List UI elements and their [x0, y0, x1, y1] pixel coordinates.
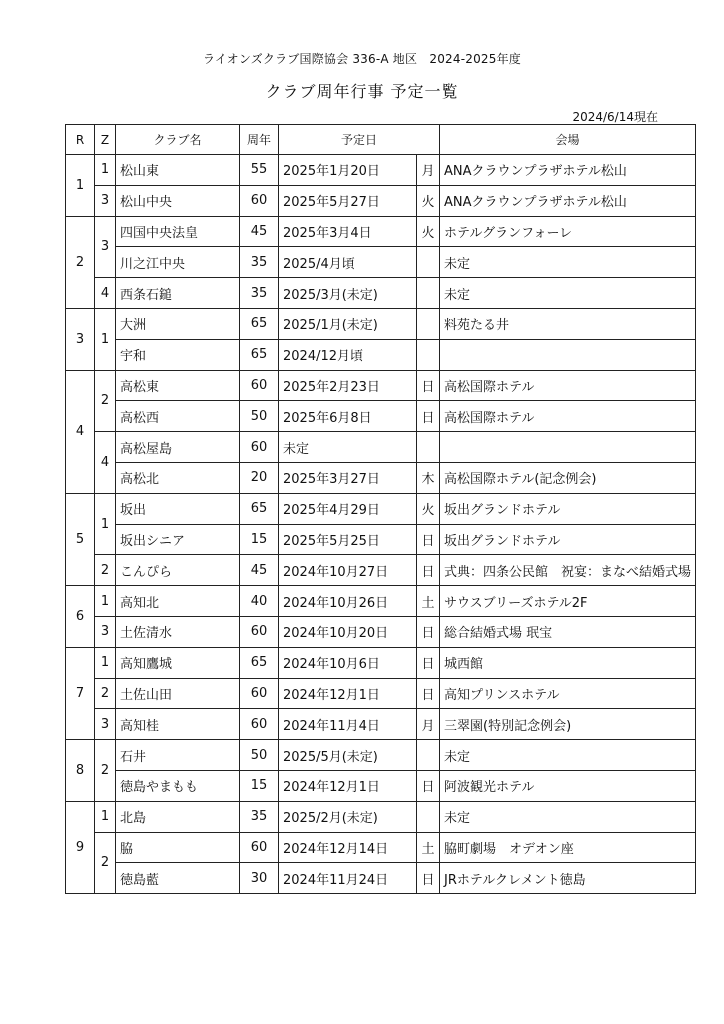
- date-cell: 2024年10月6日: [279, 647, 417, 678]
- venue-cell: サウスブリーズホテル2F: [440, 586, 696, 617]
- venue-cell: 料苑たる井: [440, 308, 696, 339]
- zone-cell: 3: [95, 616, 116, 647]
- anniversary-cell: 45: [240, 216, 279, 247]
- column-header-venue: 会場: [440, 125, 696, 155]
- weekday-cell: [417, 740, 440, 771]
- weekday-cell: [417, 801, 440, 832]
- venue-cell: 高松国際ホテル: [440, 401, 696, 432]
- table-body: [66, 155, 696, 894]
- anniversary-cell: 55: [240, 155, 279, 186]
- club-name-cell: 坂出シニア: [116, 524, 240, 555]
- anniversary-cell: 40: [240, 586, 279, 617]
- weekday-cell: 木: [417, 462, 440, 493]
- anniversary-cell: 60: [240, 678, 279, 709]
- table-row: [66, 678, 696, 709]
- weekday-cell: 日: [417, 770, 440, 801]
- table-row: [66, 462, 696, 493]
- anniversary-cell: 50: [240, 740, 279, 771]
- venue-cell: 未定: [440, 247, 696, 278]
- anniversary-cell: 65: [240, 339, 279, 370]
- venue-cell: 城西館: [440, 647, 696, 678]
- column-header-anniversary: 周年: [240, 125, 279, 155]
- table-row: [66, 247, 696, 278]
- venue-cell: 未定: [440, 801, 696, 832]
- date-cell: 2025年4月29日: [279, 493, 417, 524]
- date-cell: 2024年10月26日: [279, 586, 417, 617]
- club-name-cell: 土佐山田: [116, 678, 240, 709]
- column-header-club: クラブ名: [116, 125, 240, 155]
- venue-cell: 阿波観光ホテル: [440, 770, 696, 801]
- weekday-cell: [417, 308, 440, 339]
- region-cell: 8: [66, 740, 95, 802]
- date-cell: 2025/2月(未定): [279, 801, 417, 832]
- weekday-cell: 日: [417, 863, 440, 894]
- weekday-cell: 月: [417, 709, 440, 740]
- venue-cell: JRホテルクレメント徳島: [440, 863, 696, 894]
- weekday-cell: 土: [417, 832, 440, 863]
- zone-cell: 2: [95, 678, 116, 709]
- zone-cell: 1: [95, 493, 116, 555]
- club-name-cell: 徳島やまもも: [116, 770, 240, 801]
- anniversary-cell: 35: [240, 278, 279, 309]
- club-name-cell: 石井: [116, 740, 240, 771]
- date-cell: 2024年12月14日: [279, 832, 417, 863]
- weekday-cell: 日: [417, 647, 440, 678]
- zone-cell: 1: [95, 647, 116, 678]
- weekday-cell: 日: [417, 370, 440, 401]
- zone-cell: 1: [95, 801, 116, 832]
- table-row: [66, 555, 696, 586]
- table-row: [66, 185, 696, 216]
- anniversary-cell: 35: [240, 801, 279, 832]
- club-name-cell: 脇: [116, 832, 240, 863]
- venue-cell: 三翠園(特別記念例会): [440, 709, 696, 740]
- anniversary-cell: 15: [240, 770, 279, 801]
- region-cell: 2: [66, 216, 95, 308]
- zone-cell: 2: [95, 370, 116, 432]
- anniversary-cell: 65: [240, 647, 279, 678]
- club-name-cell: 北島: [116, 801, 240, 832]
- club-name-cell: 川之江中央: [116, 247, 240, 278]
- venue-cell: ANAクラウンプラザホテル松山: [440, 155, 696, 186]
- anniversary-cell: 20: [240, 462, 279, 493]
- zone-cell: 2: [95, 740, 116, 802]
- date-cell: 2024/12月頃: [279, 339, 417, 370]
- zone-cell: 4: [95, 432, 116, 494]
- date-cell: 2025年5月27日: [279, 185, 417, 216]
- date-cell: 2025/3月(未定): [279, 278, 417, 309]
- region-cell: 7: [66, 647, 95, 739]
- table-row: [66, 801, 696, 832]
- weekday-cell: 土: [417, 586, 440, 617]
- region-cell: 1: [66, 155, 95, 217]
- club-name-cell: 高知北: [116, 586, 240, 617]
- date-cell: 2025/5月(未定): [279, 740, 417, 771]
- date-cell: 2025/1月(未定): [279, 308, 417, 339]
- anniversary-cell: 50: [240, 401, 279, 432]
- date-cell: 2024年10月20日: [279, 616, 417, 647]
- table-row: [66, 216, 696, 247]
- venue-cell: 高松国際ホテル(記念例会): [440, 462, 696, 493]
- anniversary-cell: 60: [240, 432, 279, 463]
- anniversary-cell: 60: [240, 616, 279, 647]
- date-cell: 2025年6月8日: [279, 401, 417, 432]
- as-of-date: 2024/6/14現在: [572, 110, 658, 124]
- venue-cell: 式典：四条公民館 祝宴：まなべ結婚式場: [440, 555, 696, 586]
- date-cell: 2024年10月27日: [279, 555, 417, 586]
- club-name-cell: 坂出: [116, 493, 240, 524]
- weekday-cell: 火: [417, 493, 440, 524]
- table-header-row: [66, 125, 696, 155]
- venue-cell: 未定: [440, 278, 696, 309]
- weekday-cell: 火: [417, 185, 440, 216]
- anniversary-cell: 65: [240, 493, 279, 524]
- club-name-cell: 高松屋島: [116, 432, 240, 463]
- date-cell: 2024年12月1日: [279, 678, 417, 709]
- anniversary-cell: 15: [240, 524, 279, 555]
- date-cell: 2025年3月4日: [279, 216, 417, 247]
- anniversary-cell: 30: [240, 863, 279, 894]
- zone-cell: 3: [95, 709, 116, 740]
- date-cell: 2025年5月25日: [279, 524, 417, 555]
- org-line: ライオンズクラブ国際協会 336-A 地区 2024-2025年度: [202, 52, 521, 66]
- date-cell: 2025年3月27日: [279, 462, 417, 493]
- venue-cell: 坂出グランドホテル: [440, 524, 696, 555]
- zone-cell: 1: [95, 308, 116, 370]
- weekday-cell: [417, 432, 440, 463]
- club-name-cell: 土佐清水: [116, 616, 240, 647]
- zone-cell: 3: [95, 185, 116, 216]
- weekday-cell: 日: [417, 678, 440, 709]
- column-header-z: Z: [95, 125, 116, 155]
- venue-cell: 脇町劇場 オデオン座: [440, 832, 696, 863]
- date-cell: 未定: [279, 432, 417, 463]
- club-name-cell: 高松東: [116, 370, 240, 401]
- date-cell: 2025/4月頃: [279, 247, 417, 278]
- club-name-cell: 徳島藍: [116, 863, 240, 894]
- club-name-cell: 四国中央法皇: [116, 216, 240, 247]
- club-name-cell: 高松西: [116, 401, 240, 432]
- venue-cell: 高知プリンスホテル: [440, 678, 696, 709]
- table-row: [66, 370, 696, 401]
- table-row: [66, 647, 696, 678]
- club-name-cell: 松山東: [116, 155, 240, 186]
- venue-cell: ホテルグランフォーレ: [440, 216, 696, 247]
- column-header-date: 予定日: [279, 125, 440, 155]
- club-name-cell: 松山中央: [116, 185, 240, 216]
- venue-cell: 未定: [440, 740, 696, 771]
- club-name-cell: 大洲: [116, 308, 240, 339]
- page-title: クラブ周年行事 予定一覧: [265, 82, 459, 101]
- table-row: [66, 740, 696, 771]
- venue-cell: 高松国際ホテル: [440, 370, 696, 401]
- anniversary-cell: 65: [240, 308, 279, 339]
- date-cell: 2024年11月24日: [279, 863, 417, 894]
- region-cell: 9: [66, 801, 95, 893]
- date-cell: 2025年1月20日: [279, 155, 417, 186]
- venue-cell: [440, 339, 696, 370]
- venue-cell: ANAクラウンプラザホテル松山: [440, 185, 696, 216]
- club-name-cell: 宇和: [116, 339, 240, 370]
- weekday-cell: 日: [417, 401, 440, 432]
- zone-cell: 1: [95, 155, 116, 186]
- weekday-cell: 火: [417, 216, 440, 247]
- column-header-r: R: [66, 125, 95, 155]
- table-row: [66, 493, 696, 524]
- region-cell: 6: [66, 586, 95, 648]
- table-row: [66, 586, 696, 617]
- anniversary-cell: 60: [240, 832, 279, 863]
- zone-cell: 4: [95, 278, 116, 309]
- table-row: [66, 524, 696, 555]
- zone-cell: 3: [95, 216, 116, 278]
- table-row: [66, 278, 696, 309]
- region-cell: 3: [66, 308, 95, 370]
- weekday-cell: 日: [417, 616, 440, 647]
- weekday-cell: [417, 278, 440, 309]
- club-name-cell: 高松北: [116, 462, 240, 493]
- weekday-cell: 日: [417, 524, 440, 555]
- region-cell: 4: [66, 370, 95, 493]
- date-cell: 2024年11月4日: [279, 709, 417, 740]
- weekday-cell: 日: [417, 555, 440, 586]
- region-cell: 5: [66, 493, 95, 585]
- weekday-cell: 月: [417, 155, 440, 186]
- zone-cell: 2: [95, 555, 116, 586]
- club-name-cell: こんぴら: [116, 555, 240, 586]
- table-row: [66, 616, 696, 647]
- anniversary-cell: 60: [240, 709, 279, 740]
- zone-cell: 1: [95, 586, 116, 617]
- venue-cell: 坂出グランドホテル: [440, 493, 696, 524]
- club-name-cell: 西条石鎚: [116, 278, 240, 309]
- table-row: [66, 709, 696, 740]
- anniversary-cell: 35: [240, 247, 279, 278]
- venue-cell: 総合結婚式場 珉宝: [440, 616, 696, 647]
- table-row: [66, 863, 696, 894]
- date-cell: 2025年2月23日: [279, 370, 417, 401]
- schedule-table: [65, 124, 696, 894]
- table-row: [66, 432, 696, 463]
- weekday-cell: [417, 247, 440, 278]
- table-row: [66, 770, 696, 801]
- table-row: [66, 832, 696, 863]
- anniversary-cell: 60: [240, 185, 279, 216]
- table-row: [66, 155, 696, 186]
- club-name-cell: 高知桂: [116, 709, 240, 740]
- date-cell: 2024年12月1日: [279, 770, 417, 801]
- table-row: [66, 401, 696, 432]
- anniversary-cell: 45: [240, 555, 279, 586]
- table-row: [66, 339, 696, 370]
- weekday-cell: [417, 339, 440, 370]
- zone-cell: 2: [95, 832, 116, 894]
- venue-cell: [440, 432, 696, 463]
- table-row: [66, 308, 696, 339]
- anniversary-cell: 60: [240, 370, 279, 401]
- club-name-cell: 高知鷹城: [116, 647, 240, 678]
